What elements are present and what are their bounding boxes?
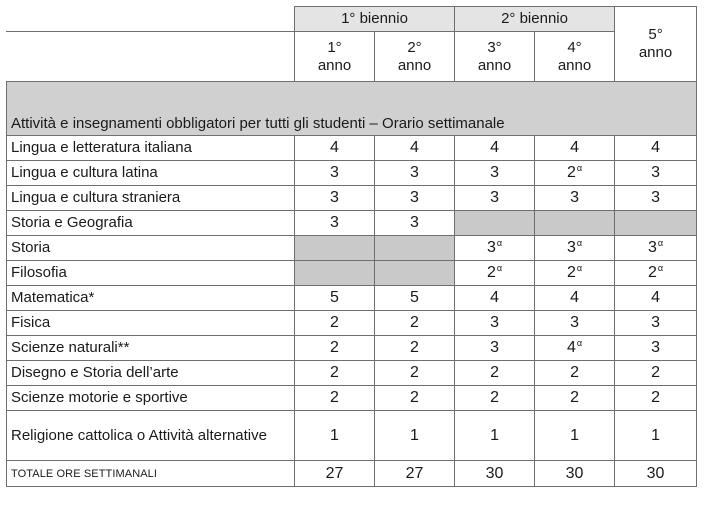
hours-cell: 2 — [295, 336, 375, 361]
table-row — [7, 411, 697, 461]
hours-cell: 3 — [615, 336, 697, 361]
hours-cell: 3 — [615, 186, 697, 211]
hours-cell: 4 — [615, 136, 697, 161]
hours-cell: 4 — [295, 136, 375, 161]
section-row — [7, 82, 697, 136]
subject-name: Storia — [7, 236, 295, 261]
subject-name: Lingua e cultura latina — [7, 161, 295, 186]
empty-cell — [295, 261, 375, 286]
hours-cell: 3 — [615, 311, 697, 336]
total-cell: 30 — [455, 461, 535, 487]
biennio-2-header: 2° biennio — [455, 7, 615, 32]
hours-cell: 3 — [375, 161, 455, 186]
hours-cell: 2 — [375, 361, 455, 386]
hours-cell: 2 — [615, 386, 697, 411]
table-row — [7, 361, 697, 386]
total-cell: 27 — [295, 461, 375, 487]
table-row — [7, 161, 697, 186]
alpha-note: α — [576, 162, 583, 173]
hours-cell: 2 — [295, 386, 375, 411]
hours-cell: $3^\alpha$ — [535, 236, 615, 261]
empty-cell — [375, 261, 455, 286]
subject-rows — [7, 136, 697, 461]
header-row-biennio — [7, 7, 697, 32]
table-row — [7, 261, 697, 286]
hours-cell: 3 — [615, 161, 697, 186]
hours-cell: 3 — [535, 311, 615, 336]
year-3-header: 3° anno — [455, 32, 535, 82]
timetable-container — [6, 6, 697, 487]
subject-name: Fisica — [7, 311, 295, 336]
alpha-note: α — [576, 337, 583, 348]
total-cell: 30 — [535, 461, 615, 487]
empty-cell — [375, 236, 455, 261]
alpha-note: α — [496, 262, 503, 273]
hours-cell: 3 — [455, 311, 535, 336]
alpha-note: α — [657, 262, 664, 273]
subject-name: Filosofia — [7, 261, 295, 286]
subject-name: Religione cattolica o Attività alternative — [7, 411, 295, 461]
hours-cell: $2^\alpha$ — [455, 261, 535, 286]
table-row — [7, 136, 697, 161]
hours-cell: 3 — [535, 186, 615, 211]
hours-cell: 2 — [455, 386, 535, 411]
hours-cell: 2 — [375, 386, 455, 411]
hours-cell: 2 — [295, 311, 375, 336]
hours-cell: 5 — [295, 286, 375, 311]
hours-cell: 2 — [375, 311, 455, 336]
hours-cell: 4 — [455, 136, 535, 161]
hours-cell: 4 — [615, 286, 697, 311]
hours-cell: $2^\alpha$ — [535, 161, 615, 186]
table-row — [7, 211, 697, 236]
subject-name: Lingua e cultura straniera — [7, 186, 295, 211]
total-cell: 30 — [615, 461, 697, 487]
subject-name: Matematica* — [7, 286, 295, 311]
hours-cell: 2 — [535, 386, 615, 411]
timetable — [6, 6, 697, 487]
hours-cell: 2 — [295, 361, 375, 386]
hours-cell: 3 — [455, 336, 535, 361]
year-5-header: 5° anno — [615, 7, 697, 82]
hours-cell: $2^\alpha$ — [615, 261, 697, 286]
alpha-note: α — [576, 262, 583, 273]
header-corner — [7, 7, 295, 32]
hours-cell: 2 — [375, 336, 455, 361]
biennio-1-header: 1° biennio — [295, 7, 455, 32]
table-row — [7, 186, 697, 211]
hours-cell: 3 — [295, 161, 375, 186]
total-label: TOTALE ORE SETTIMANALI — [7, 461, 295, 487]
total-cell: 27 — [375, 461, 455, 487]
hours-cell: 4 — [375, 136, 455, 161]
subject-name: Scienze motorie e sportive — [7, 386, 295, 411]
hours-cell: 3 — [455, 161, 535, 186]
hours-cell: 3 — [295, 186, 375, 211]
header-corner-2 — [7, 32, 295, 82]
table-row — [7, 336, 697, 361]
hours-cell: $3^\alpha$ — [455, 236, 535, 261]
hours-cell: 3 — [375, 186, 455, 211]
total-row — [7, 461, 697, 487]
subject-name: Storia e Geografia — [7, 211, 295, 236]
table-row — [7, 236, 697, 261]
hours-cell: $2^\alpha$ — [535, 261, 615, 286]
empty-cell — [535, 211, 615, 236]
hours-cell: $4^\alpha$ — [535, 336, 615, 361]
year-4-header: 4° anno — [535, 32, 615, 82]
hours-cell: $3^\alpha$ — [615, 236, 697, 261]
hours-cell: 3 — [295, 211, 375, 236]
alpha-note: α — [657, 237, 664, 248]
hours-cell: 4 — [455, 286, 535, 311]
hours-cell: 5 — [375, 286, 455, 311]
hours-cell: 1 — [615, 411, 697, 461]
alpha-note: α — [576, 237, 583, 248]
hours-cell: 4 — [535, 136, 615, 161]
header-row-years — [7, 32, 697, 82]
hours-cell: 2 — [455, 361, 535, 386]
year-1-header: 1° anno — [295, 32, 375, 82]
section-title: Attività e insegnamenti obbligatori per tutti gli studenti – Orario settimanale — [7, 82, 697, 136]
subject-name: Scienze naturali** — [7, 336, 295, 361]
hours-cell: 3 — [455, 186, 535, 211]
hours-cell: 4 — [535, 286, 615, 311]
hours-cell: 2 — [535, 361, 615, 386]
year-2-header: 2° anno — [375, 32, 455, 82]
table-row — [7, 286, 697, 311]
hours-cell: 1 — [535, 411, 615, 461]
alpha-note: α — [496, 237, 503, 248]
hours-cell: 1 — [295, 411, 375, 461]
empty-cell — [615, 211, 697, 236]
table-row — [7, 386, 697, 411]
hours-cell: 1 — [375, 411, 455, 461]
subject-name: Lingua e letteratura italiana — [7, 136, 295, 161]
hours-cell: 1 — [455, 411, 535, 461]
subject-name: Disegno e Storia dell’arte — [7, 361, 295, 386]
hours-cell: 2 — [615, 361, 697, 386]
empty-cell — [455, 211, 535, 236]
empty-cell — [295, 236, 375, 261]
hours-cell: 3 — [375, 211, 455, 236]
table-row — [7, 311, 697, 336]
